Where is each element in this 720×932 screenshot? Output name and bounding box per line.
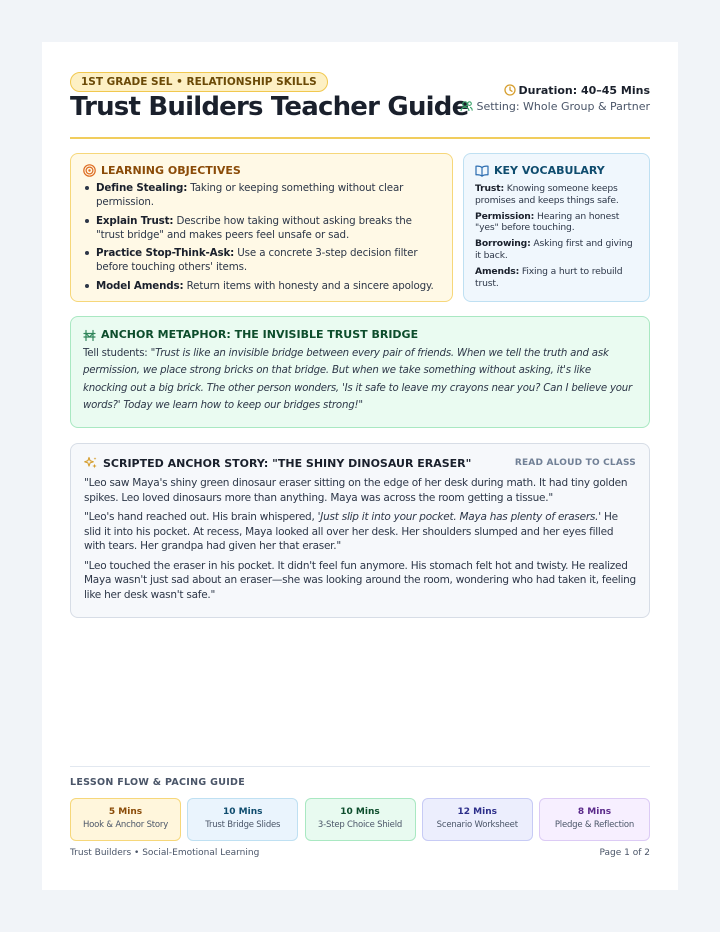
header-divider — [70, 137, 650, 139]
vocab-term: Permission: Hearing an honest "yes" before touching. — [475, 210, 620, 234]
vocab-term: Trust: Knowing someone keeps promises and keeps things safe. — [475, 183, 619, 206]
pacing-step: 10 Mins Trust Bridge Slides — [187, 798, 298, 841]
pacing-step: 12 Mins Scenario Worksheet — [422, 798, 533, 841]
flow-heading: LESSON FLOW & PACING GUIDE — [70, 777, 246, 788]
page-number: Page 1 of 2 — [599, 848, 650, 858]
users-icon — [460, 100, 473, 112]
objective-item: Explain Trust: Describe how taking without asking breaks the "trust bridge" and makes peers feel unsafe or sad. — [83, 214, 440, 242]
anchor-heading: ANCHOR METAPHOR: THE INVISIBLE TRUST BRIDGE — [83, 328, 637, 341]
grade-badge: 1ST GRADE SEL • RELATIONSHIP SKILLS — [70, 72, 328, 92]
objective-item: Model Amends: Return items with honesty and a sincere apology. — [83, 279, 440, 293]
lesson-page — [42, 42, 678, 890]
anchor-story-card — [70, 443, 650, 618]
book-icon — [475, 165, 489, 177]
setting-meta — [460, 100, 650, 113]
bridge-icon — [83, 329, 96, 341]
objective-item: Practice Stop-Think-Ask: Use a concrete 3-step decision filter before touching others' items. — [83, 246, 440, 274]
objectives-heading: LEARNING OBJECTIVES — [83, 164, 440, 177]
anchor-metaphor-card — [70, 316, 650, 428]
story-heading: SCRIPTED ANCHOR STORY: "THE SHINY DINOSAUR ERASER" — [84, 456, 636, 470]
learning-objectives-card — [70, 153, 453, 302]
duration-meta — [504, 84, 651, 97]
pacing-step: 5 Mins Hook & Anchor Story — [70, 798, 181, 841]
story-paragraph: "Leo's hand reached out. His brain whispered, 'Just slip it into your pocket. Maya has plenty of erasers.' He slid it into his pocket. At recess, Maya looked all over her desk. Her shoulders slumped and her eyes filled with tears. Her grandpa had given her that eraser." — [84, 511, 618, 552]
page-title: Trust Builders Teacher Guide — [70, 92, 469, 122]
read-aloud-tag: READ ALOUD TO CLASS — [514, 458, 636, 468]
anchor-script: Tell students: "Trust is like an invisible bridge between every pair of friends. When we tell the truth and ask permission, we place strong bricks on that bridge. But when we take something without asking, it's like knocking out a big brick. The other person wonders, 'Is it safe to leave my crayons near you? Can I believe your words?' Today we learn how to keep our bridges strong!" — [83, 348, 633, 412]
vocab-term: Borrowing: Asking first and giving it back. — [475, 238, 633, 261]
clock-icon — [504, 84, 516, 96]
objective-item: Define Stealing: Taking or keeping something without clear permission. — [83, 181, 440, 209]
setting-text: Setting: Whole Group & Partner — [476, 100, 650, 113]
sparkles-icon — [84, 456, 98, 470]
pacing-step: 10 Mins 3-Step Choice Shield — [305, 798, 416, 841]
pacing-step: 8 Mins Pledge & Reflection — [539, 798, 650, 841]
vocabulary-heading: KEY VOCABULARY — [475, 164, 638, 177]
objectives-list — [83, 181, 440, 293]
footer-title: Trust Builders • Social-Emotional Learning — [70, 848, 260, 858]
story-paragraph: "Leo touched the eraser in his pocket. It didn't feel fun anymore. His stomach felt hot and twisty. He realized Maya wasn't just sad about an eraser—she was looking around the room, wondering who had taken it, feeling like her desk wasn't safe." — [84, 559, 636, 601]
pacing-steps — [70, 798, 650, 841]
vocab-term: Amends: Fixing a hurt to rebuild trust. — [475, 265, 623, 289]
target-icon — [83, 164, 96, 177]
story-paragraph: "Leo saw Maya's shiny green dinosaur eraser sitting on the edge of her desk during math. It had tiny golden spikes. Leo loved dinosaurs more than anything. Maya was across the room getting a tissue." — [84, 477, 628, 504]
key-vocabulary-card — [463, 153, 650, 302]
flow-divider — [70, 766, 650, 767]
duration-text: Duration: 40–45 Mins — [518, 84, 650, 97]
